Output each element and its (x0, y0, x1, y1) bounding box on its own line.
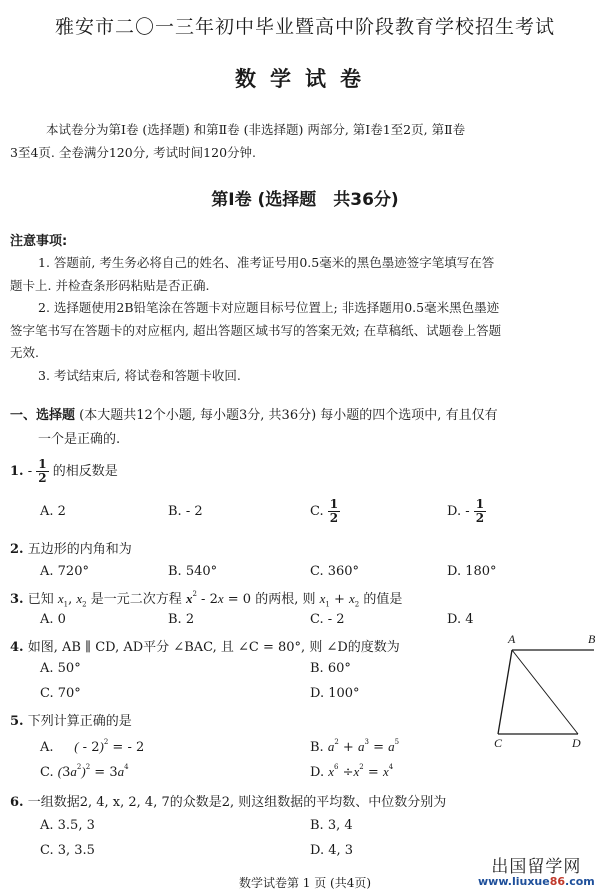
notes-heading: 注意事项: (10, 234, 68, 249)
section-title: 第Ⅰ卷 (选择题 共36分) (211, 190, 399, 210)
watermark-name: 出国留学网 (491, 857, 582, 877)
intro-line-1: 本试卷分为第Ⅰ卷 (选择题) 和第Ⅱ卷 (非选择题) 两部分, 第Ⅰ卷1至2页, 第Ⅱ卷 (46, 122, 466, 137)
q2-option-c[interactable]: C. 360° (310, 564, 360, 579)
q6-option-d[interactable]: D. 4, 3 (310, 843, 354, 858)
point-d-label: D (572, 736, 581, 750)
q4-option-a[interactable]: A. 50° (40, 661, 81, 676)
q5-option-b[interactable]: B. $a^2 + a^3 = a^5$ (310, 738, 400, 755)
question-4: 4. 如图, AB ∥ CD, AD平分 ∠BAC, 且 ∠C = 80°, 则 ∠D的度数为 (10, 640, 400, 655)
geometry-diagram (490, 632, 600, 750)
note-2-line-1: 2. 选择题使用2B铅笔涂在答题卡对应题目标号位置上; 非选择题用0.5毫米黑色墨迹 (38, 300, 500, 315)
q6-option-a[interactable]: A. 3.5, 3 (40, 818, 95, 833)
point-a-label: A (508, 632, 516, 646)
fraction: $\frac{1}{2}$ (475, 497, 485, 525)
q5-option-a[interactable]: A. ( - 2)$^2$ = - 2 (40, 738, 145, 755)
part-one-desc: (本大题共12个小题, 每小题3分, 共36分) 每小题的四个选项中, 有且仅有 (75, 408, 498, 423)
q2-option-d[interactable]: D. 180° (447, 564, 497, 579)
question-3: 3. 已知 $x_1$, $x_2$ 是一元二次方程 $x^2 - 2x = 0$ 的两根, 则 $x_1 + x_2$ 的值是 (10, 590, 403, 609)
point-c-label: C (494, 736, 503, 750)
watermark-url: www.liuxue86.com (478, 875, 595, 888)
q5-option-d[interactable]: D. $x^6 \div x^2 = x^4$ (310, 763, 394, 780)
q3-option-b[interactable]: B. 2 (168, 612, 195, 627)
q1-option-c[interactable]: C. $\frac{1}{2}$ (310, 497, 339, 525)
q6-option-c[interactable]: C. 3, 3.5 (40, 843, 95, 858)
q3-option-d[interactable]: D. 4 (447, 612, 474, 627)
note-2-line-3: 无效. (10, 345, 39, 360)
q3-option-c[interactable]: C. - 2 (310, 612, 345, 627)
q5-option-c[interactable]: C. $(3a^2)^2 = 3a^4$ (40, 763, 129, 780)
question-1: 1. - $\frac{1}{2}$ 的相反数是 (10, 457, 118, 485)
q6-option-b[interactable]: B. 3, 4 (310, 818, 353, 833)
fraction: $\frac{1}{2}$ (329, 497, 339, 525)
watermark (478, 852, 595, 888)
part-one-heading (10, 404, 498, 423)
q4-option-b[interactable]: B. 60° (310, 661, 351, 676)
q1-option-b[interactable]: B. - 2 (168, 504, 203, 519)
part-one-desc-2: 一个是正确的. (38, 432, 121, 447)
intro-line-2: 3至4页. 全卷满分120分, 考试时间120分钟. (10, 145, 256, 160)
note-2-line-2: 签字笔书写在答题卡的对应框内, 超出答题区域书写的答案无效; 在草稿纸、试题卷上答题 (10, 323, 502, 338)
point-b-label: B (588, 632, 596, 646)
q2-option-a[interactable]: A. 720° (40, 564, 89, 579)
exam-subtitle: 数学试卷 (235, 67, 375, 91)
note-3-line-1: 3. 考试结束后, 将试卷和答题卡收回. (38, 368, 241, 383)
trapezoid-figure (490, 632, 600, 747)
question-5: 5. 下列计算正确的是 (10, 714, 132, 729)
q4-option-d[interactable]: D. 100° (310, 686, 360, 701)
q1-option-d[interactable]: D. - $\frac{1}{2}$ (447, 497, 485, 525)
q2-option-b[interactable]: B. 540° (168, 564, 218, 579)
q4-option-c[interactable]: C. 70° (40, 686, 81, 701)
q3-option-a[interactable]: A. 0 (40, 612, 66, 627)
q1-option-a[interactable]: A. 2 (40, 504, 66, 519)
exam-title: 雅安市二〇一三年初中毕业暨高中阶段教育学校招生考试 (54, 16, 555, 38)
fraction: $\frac{1}{2}$ (38, 457, 47, 485)
note-1-line-1: 1. 答题前, 考生务必将自己的姓名、准考证号用0.5毫米的黑色墨迹签字笔填写在答 (38, 255, 495, 270)
page-footer: 数学试卷第 1 页 (共4页) (238, 876, 372, 890)
note-1-line-2: 题卡上. 并检查条形码粘贴是否正确. (10, 278, 210, 293)
question-2: 2. 五边形的内角和为 (10, 542, 132, 557)
question-6: 6. 一组数据2, 4, x, 2, 4, 7的众数是2, 则这组数据的平均数、中位数分别为 (10, 795, 447, 810)
part-one-label: 一、选择题 (10, 408, 76, 423)
